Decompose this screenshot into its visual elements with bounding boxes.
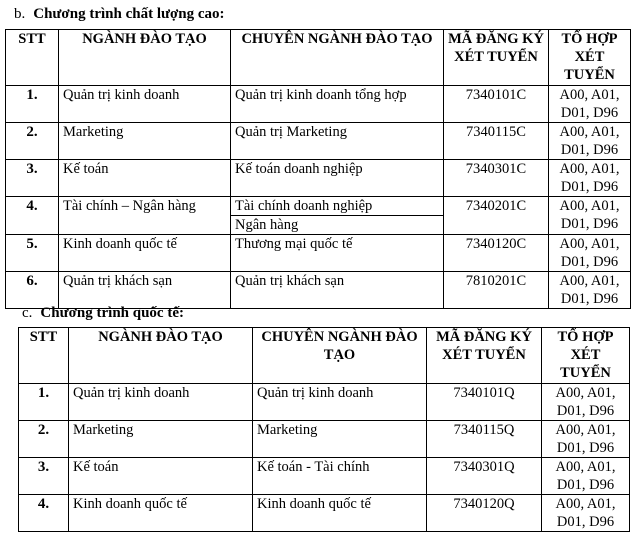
section-b-label: b.: [14, 6, 26, 22]
cell-stt: 2.: [19, 421, 69, 458]
cell-to-hop: [549, 235, 631, 272]
to-hop-line: A00, A01,: [559, 87, 620, 103]
table-row: [6, 272, 631, 309]
table-row: [6, 160, 631, 197]
table-row: [6, 235, 631, 272]
to-hop-line: A00, A01,: [559, 236, 620, 252]
chuyen-nganh-item: Quản trị khách sạn: [235, 273, 345, 289]
cell-ma: 7340101Q: [427, 384, 542, 421]
to-hop-line: A00, A01,: [555, 422, 616, 438]
table-row: [6, 123, 631, 160]
section-c-title: Chương trình quốc tế:: [40, 305, 184, 321]
table-international-program: [18, 327, 630, 532]
cell-stt: 4.: [19, 495, 69, 532]
cell-chuyen-nganh: [253, 495, 427, 532]
to-hop-line: D01, D96: [556, 477, 615, 493]
cell-to-hop: [542, 384, 630, 421]
cell-ma: 7340115Q: [427, 421, 542, 458]
cell-nganh: Quản trị khách sạn: [59, 272, 231, 309]
cell-stt: 4.: [6, 197, 59, 235]
cell-stt: 3.: [6, 160, 59, 197]
header-nganh: NGÀNH ĐÀO TẠO: [59, 30, 231, 86]
table-row: [19, 495, 630, 532]
to-hop-line: A00, A01,: [559, 273, 620, 289]
cell-to-hop: [549, 86, 631, 123]
header-to-hop: TỔ HỢP XÉT TUYỂN: [542, 328, 630, 384]
cell-ma: 7340115C: [444, 123, 549, 160]
table-header-row: [19, 328, 630, 384]
to-hop-line: A00, A01,: [555, 459, 616, 475]
to-hop-line: D01, D96: [560, 291, 619, 307]
cell-to-hop: [549, 123, 631, 160]
section-b-heading: [14, 6, 225, 23]
cell-nganh: Kinh doanh quốc tế: [69, 495, 253, 532]
chuyen-nganh-item: Tài chính doanh nghiệp: [231, 197, 443, 216]
cell-stt: 1.: [19, 384, 69, 421]
chuyen-nganh-item: Ngân hàng: [235, 217, 299, 233]
section-c-label: c.: [22, 305, 33, 321]
chuyen-nganh-item: Marketing: [257, 422, 318, 438]
cell-chuyen-nganh: [231, 235, 444, 272]
cell-nganh: Marketing: [69, 421, 253, 458]
chuyen-nganh-item: Quản trị kinh doanh tổng hợp: [235, 87, 407, 103]
chuyen-nganh-item: Kế toán - Tài chính: [257, 459, 370, 475]
cell-chuyen-nganh: [253, 421, 427, 458]
cell-nganh: Kế toán: [59, 160, 231, 197]
table-header-row: [6, 30, 631, 86]
cell-stt: 2.: [6, 123, 59, 160]
cell-nganh: Kinh doanh quốc tế: [59, 235, 231, 272]
cell-stt: 1.: [6, 86, 59, 123]
cell-chuyen-nganh: [253, 458, 427, 495]
cell-nganh: Quản trị kinh doanh: [59, 86, 231, 123]
to-hop-line: A00, A01,: [559, 198, 620, 214]
cell-chuyen-nganh: [231, 272, 444, 309]
to-hop-line: D01, D96: [556, 440, 615, 456]
cell-to-hop: [542, 495, 630, 532]
cell-nganh: Quản trị kinh doanh: [69, 384, 253, 421]
cell-to-hop: [542, 421, 630, 458]
header-nganh: NGÀNH ĐÀO TẠO: [69, 328, 253, 384]
to-hop-line: A00, A01,: [559, 124, 620, 140]
cell-stt: 3.: [19, 458, 69, 495]
cell-stt: 5.: [6, 235, 59, 272]
cell-to-hop: [549, 272, 631, 309]
header-ma: MÃ ĐĂNG KÝ XÉT TUYỂN: [444, 30, 549, 86]
cell-chuyen-nganh: [231, 123, 444, 160]
cell-nganh: Tài chính – Ngân hàng: [59, 197, 231, 235]
cell-chuyen-nganh: [231, 86, 444, 123]
table-row: [19, 384, 630, 421]
to-hop-line: A00, A01,: [555, 385, 616, 401]
to-hop-line: D01, D96: [560, 105, 619, 121]
cell-to-hop: [542, 458, 630, 495]
chuyen-nganh-item: Kế toán doanh nghiệp: [235, 161, 363, 177]
cell-chuyen-nganh: [253, 384, 427, 421]
cell-to-hop: [549, 197, 631, 235]
cell-chuyen-nganh: [231, 160, 444, 197]
table-row: [19, 421, 630, 458]
cell-ma: 7810201C: [444, 272, 549, 309]
header-to-hop: TỔ HỢP XÉT TUYỂN: [549, 30, 631, 86]
to-hop-line: D01, D96: [556, 514, 615, 530]
cell-to-hop: [549, 160, 631, 197]
section-c-heading: [22, 305, 184, 322]
cell-chuyen-nganh: [231, 197, 444, 235]
to-hop-line: D01, D96: [560, 254, 619, 270]
cell-ma: 7340120Q: [427, 495, 542, 532]
to-hop-line: D01, D96: [560, 142, 619, 158]
cell-ma: 7340101C: [444, 86, 549, 123]
header-ma: MÃ ĐĂNG KÝ XÉT TUYỂN: [427, 328, 542, 384]
to-hop-line: D01, D96: [556, 403, 615, 419]
table-high-quality-program: [5, 29, 631, 309]
cell-stt: 6.: [6, 272, 59, 309]
header-stt: STT: [19, 328, 69, 384]
header-stt: STT: [6, 30, 59, 86]
table-row: [6, 197, 631, 235]
section-b-title: Chương trình chất lượng cao:: [33, 6, 225, 22]
to-hop-line: A00, A01,: [559, 161, 620, 177]
chuyen-nganh-item: Quản trị Marketing: [235, 124, 347, 140]
table-row: [19, 458, 630, 495]
table-row: [6, 86, 631, 123]
header-chuyen-nganh: CHUYÊN NGÀNH ĐÀO TẠO: [253, 328, 427, 384]
chuyen-nganh-item: Quản trị kinh doanh: [257, 385, 374, 401]
header-chuyen-nganh: CHUYÊN NGÀNH ĐÀO TẠO: [231, 30, 444, 86]
to-hop-line: D01, D96: [560, 179, 619, 195]
cell-nganh: Marketing: [59, 123, 231, 160]
cell-ma: 7340120C: [444, 235, 549, 272]
cell-ma: 7340201C: [444, 197, 549, 235]
to-hop-line: A00, A01,: [555, 496, 616, 512]
to-hop-line: D01, D96: [560, 216, 619, 232]
chuyen-nganh-item: Thương mại quốc tế: [235, 236, 353, 252]
cell-nganh: Kế toán: [69, 458, 253, 495]
chuyen-nganh-item: Kinh doanh quốc tế: [257, 496, 371, 512]
cell-ma: 7340301Q: [427, 458, 542, 495]
cell-ma: 7340301C: [444, 160, 549, 197]
